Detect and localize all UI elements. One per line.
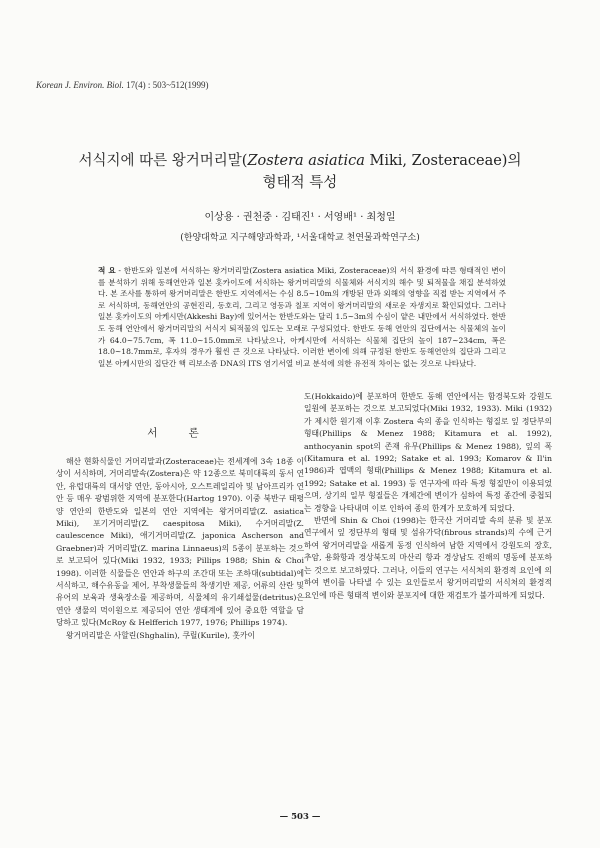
abstract bbox=[98, 265, 506, 369]
abstract-label: 적 요 bbox=[98, 266, 116, 275]
title-line1-post: Miki, Zosteraceae)의 bbox=[364, 153, 522, 169]
right-paragraph-2: 반면에 Shin & Choi (1998)는 한국산 거머리말 속의 분류 및 분포 연구에서 잎 정단부의 형태 및 섬유가닥(fibrous strands)의 수에 근거하여 왕거머리말을 새롭게 동정 인식하여 남한 지역에서 강원도의 장호, 추암, 용화항과 경상북도의 마산리 항과 경상남도 진해의 명동에 분포하는 것으로 보고하였다. 그러나, 이들의 연구는 서식처의 환경적 요인에 의하여 변이를 나타낼 수 있는 요인들로서 왕거머리말의 서식처의 환경적 요인에 따른 형태적 변이와 분포지에 대한 재검토가 불가피하게 되었다. bbox=[304, 516, 552, 600]
affiliation: (한양대학교 지구해양과학과, ¹서울대학교 천연물과학연구소) bbox=[180, 233, 420, 243]
right-paragraph-1: 도(Hokkaido)에 분포하며 한반도 동해 연안에서는 함경북도와 강원도 일원에 분포하는 것으로 보고되었다(Miki 1932, 1933). Miki (1932)가 제시한 원기재 이후 Zostera 속의 종을 인식하는 형질로 잎 정단부의 형태(Phillips & Menez 1988; Kitamura et al. 1992), anthocyanin spot의 존재 유무(Phillips & Menez 1988), 잎의 폭(Kitamura et al. 1992; Satake et al. 1993; Komarov & Il'in 1986)과 엽맥의 형태(Phillips & Menez 1988; Kitamura et al. 1992; Satake et al. 1993) 등 연구자에 따라 특정 형질만이 이용되었으며, 상기의 일부 형질들은 개체간에 변이가 심하여 특정 종간에 중첩되는 경향을 나타내며 이로 인하여 종의 한계가 모호하게 되었다. bbox=[304, 392, 552, 513]
author-list: 이상용 · 권천중 · 김태진¹ · 서영배¹ · 최청일 bbox=[204, 212, 396, 223]
right-column bbox=[304, 391, 552, 602]
page-number: — 503 — bbox=[279, 812, 321, 822]
journal-name: Korean J. Environ. Biol. bbox=[36, 80, 124, 90]
left-column bbox=[56, 456, 304, 642]
section-heading-introduction: 서 론 bbox=[147, 427, 213, 439]
title-line1-pre: 서식지에 따른 왕거머리말( bbox=[78, 153, 248, 169]
abstract-body: - 한반도와 일본에 서식하는 왕거머리말(Zostera asiatica Miki, Zosteraceae)의 서식 환경에 따른 형태적인 변이를 분석하기 위해 동해연안과 일본 홋카이도에 서식하는 왕거머리말의 식물체와 서식지의 해수 및 퇴적물을 채집 분석하였다. 본 조사를 통하여 왕거머리말은 한반도 지역에서는 수심 8.5~10m의 개방된 만과 외해의 영향을 직접 받는 지역에서 주로 서식하며, 동해연안의 공현진리, 동호리, 그리고 영동과 칠포 지역이 왕거머리말의 새로운 자생지로 확인되었다. 그러나 일본 홋카이도의 아케시만(Akkeshi Bay)에 있어서는 한반도와는 달리 1.5~3m의 수심이 얕은 내만에서 서식하였다. 한반도 동해 연안에서 왕거머리말의 서식지 퇴적물의 입도는 모래로 구성되었다. 한반도 동해 연안의 집단에서는 식물체의 높이가 64.0~75.7cm, 폭 11.0~15.0mm로 나타났으나, 아케시만에 서식하는 식물체 집단의 높이 187~234cm, 폭은 18.0~18.7mm로, 후자의 경우가 훨씬 큰 것으로 나타났다. 이러한 변이에 의해 규정된 한반도 동해연안의 집단과 그리고 일본 아케시만의 집단간 핵 리보소좀 DNA의 ITS 염기서열 비교 분석에 의한 유전적 차이는 없는 것으로 나타났다. bbox=[98, 266, 506, 368]
title-line2: 형태적 특성 bbox=[262, 175, 338, 191]
journal-citation bbox=[36, 80, 208, 90]
left-paragraph-1: 해산 현화식물인 거머리말과(Zosteraceae)는 전세계에 3속 18종 이상이 서식하며, 거머리말속(Zostera)은 약 12종으로 북미대륙의 동서 연안, 유럽대륙의 대서양 연안, 동아시아, 오스트레일리아 및 남아프리카 연안 등 매우 광범위한 지역에 분포한다(Hartog 1970). 이중 북반구 태평양 연안의 한반도와 일본의 연안 지역에는 왕거머리말(Z. asiatica Miki), 포기거머리말(Z. caespitosa Miki), 수거머리말(Z. caulescence Miki), 애기거머리말(Z. japonica Ascherson and Graebner)과 거머리말(Z. marina Linnaeus)의 5종이 분포하는 것으로 보고되어 있다(Miki 1932, 1933; Pillips 1988; Shin & Choi 1998). 이러한 식물들은 연안과 하구의 조간대 또는 조하대(subtidal)에 서식하고, 해수유동을 제어, 부착생물들의 착생기반 제공, 어류의 산란 및 유어의 보육과 생육장소를 제공하며, 식물체의 유기쇄설물(detritus)은 연안 생물의 먹이원으로 제공되어 연안 생태계에 있어 중요한 역할을 담당하고 있다(McRoy & Helfferich 1977, 1976; Phillips 1974). bbox=[56, 457, 304, 628]
title-species-italic: Zostera asiatica bbox=[247, 153, 365, 169]
left-paragraph-2: 왕거머리말은 사할린(Shghalin), 쿠릴(Kurile), 홋카이 bbox=[66, 630, 256, 640]
paper-title bbox=[70, 150, 530, 194]
journal-volume: 17(4) : 503~512(1999) bbox=[126, 80, 209, 90]
